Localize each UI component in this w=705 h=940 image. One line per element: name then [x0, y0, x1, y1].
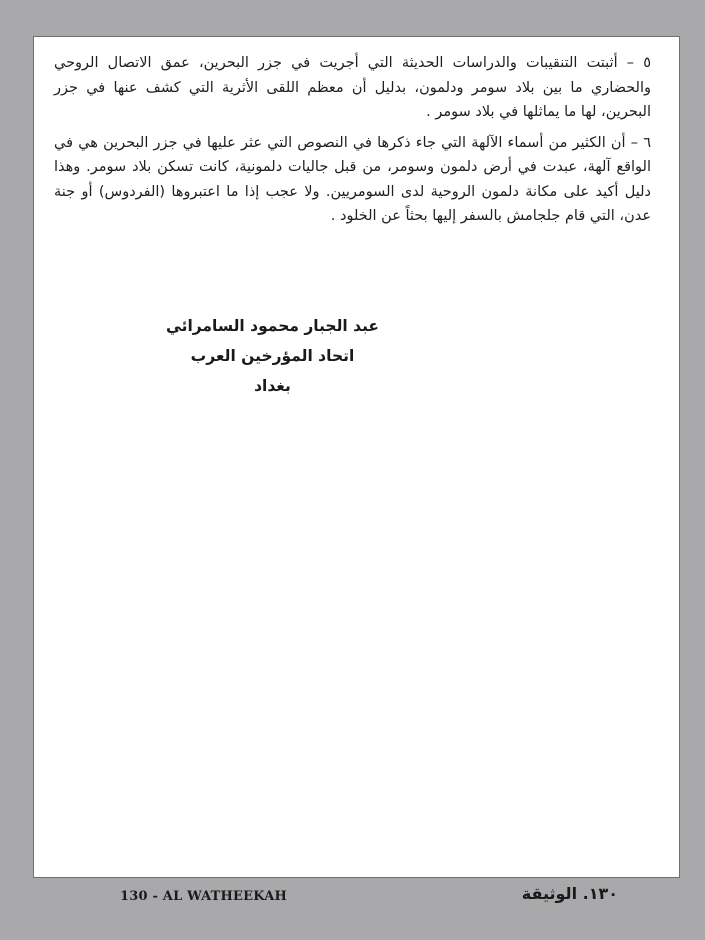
author-city: بغداد: [254, 377, 291, 395]
body-text: [54, 51, 651, 235]
page-frame: [33, 36, 680, 878]
signature-block: [166, 311, 379, 401]
footer-page-label-arabic: ١٣٠. الوثيقة: [521, 884, 618, 903]
paragraph-5: ٥ – أثبتت التنقيبات والدراسات الحديثة التي أجريت في جزر البحرين، عمق الاتصال الروحي والحضاري ما بين بلاد سومر ودلمون، بدليل أن معظم اللقى الأثرية التي كشف عنها في جزر البحرين، لها ما يماثلها في بلاد سومر .: [54, 55, 651, 120]
footer-page-label-latin: 130 - AL WATHEEKAH: [120, 889, 287, 904]
author-affiliation: اتحاد المؤرخين العرب: [190, 347, 355, 365]
author-name: عبد الجبار محمود السامرائي: [165, 317, 379, 335]
paragraph-6: ٦ – أن الكثير من أسماء الآلهة التي جاء ذكرها في النصوص التي عثر عليها في جزر البحرين هي في الواقع آلهة، عبدت في أرض دلمون وسومر، من قبل جاليات دلمونية، كانت تسكن بلاد سومر. وهذا دليل أكيد على مكانة دلمون الروحية لدى السومريين. ولا عجب إذا ما اعتبروها (الفردوس) أو جنة عدن، التي قام جلجامش بالسفر إليها بحثاً عن الخلود .: [54, 134, 651, 224]
